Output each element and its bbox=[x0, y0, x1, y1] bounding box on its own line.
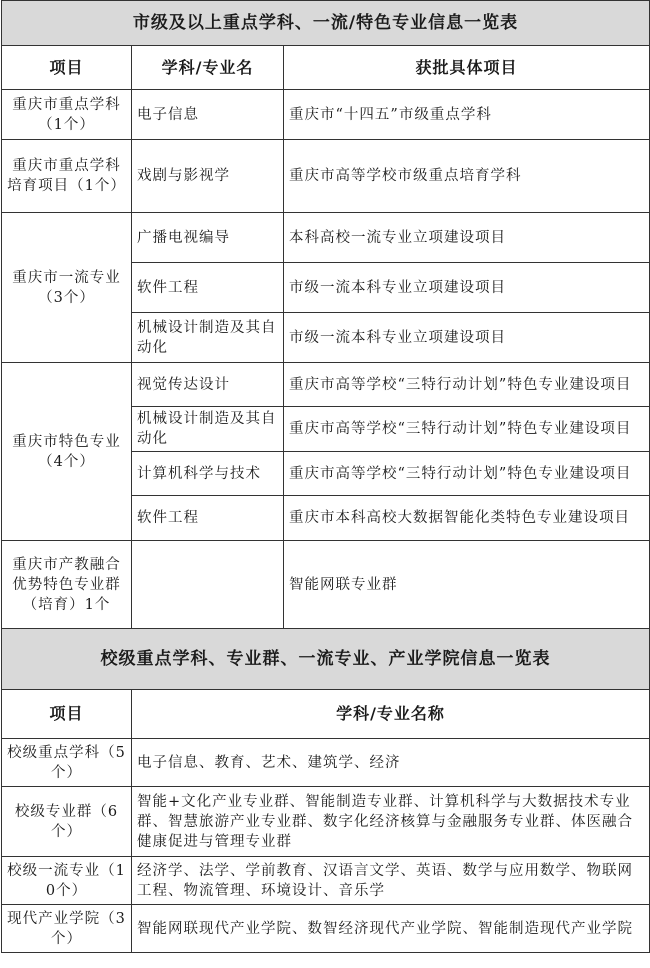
names-cell: 经济学、法学、学前教育、汉语言文学、英语、数学与应用数学、物联网工程、物流管理、环境设计、音乐学 bbox=[132, 857, 650, 905]
table-row bbox=[2, 787, 650, 857]
project-cell: 重庆市“十四五”市级重点学科 bbox=[284, 90, 650, 140]
category-cell: 校级重点学科（5个） bbox=[2, 739, 132, 787]
table1-header-category: 项目 bbox=[2, 46, 132, 90]
table1-title: 市级及以上重点学科、一流/特色专业信息一览表 bbox=[2, 1, 650, 46]
table-row bbox=[2, 857, 650, 905]
project-cell: 本科高校一流专业立项建设项目 bbox=[284, 213, 650, 263]
table-row bbox=[2, 90, 650, 140]
table2-header-category: 项目 bbox=[2, 690, 132, 739]
table1-header-row bbox=[2, 46, 650, 90]
table2-title: 校级重点学科、专业群、一流专业、产业学院信息一览表 bbox=[2, 629, 650, 690]
names-cell: 电子信息、教育、艺术、建筑学、经济 bbox=[132, 739, 650, 787]
category-cell: 重庆市重点学科（1个） bbox=[2, 90, 132, 140]
table1-header-subject: 学科/专业名 bbox=[132, 46, 284, 90]
table-row bbox=[2, 140, 650, 213]
subject-cell: 计算机科学与技术 bbox=[132, 452, 284, 496]
names-cell: 智能网联现代产业学院、数智经济现代产业学院、智能制造现代产业学院 bbox=[132, 905, 650, 953]
subject-cell: 机械设计制造及其自动化 bbox=[132, 313, 284, 363]
project-cell: 重庆市高等学校“三特行动计划”特色专业建设项目 bbox=[284, 363, 650, 407]
subject-cell: 机械设计制造及其自动化 bbox=[132, 407, 284, 452]
project-cell: 重庆市高等学校“三特行动计划”特色专业建设项目 bbox=[284, 407, 650, 452]
table2-title-row bbox=[2, 629, 650, 690]
category-cell: 重庆市一流专业（3个） bbox=[2, 213, 132, 363]
project-cell: 重庆市高等学校“三特行动计划”特色专业建设项目 bbox=[284, 452, 650, 496]
table-row bbox=[2, 739, 650, 787]
subject-cell: 戏剧与影视学 bbox=[132, 140, 284, 213]
subject-cell: 电子信息 bbox=[132, 90, 284, 140]
project-cell: 重庆市本科高校大数据智能化类特色专业建设项目 bbox=[284, 496, 650, 541]
category-cell: 重庆市重点学科培育项目（1个） bbox=[2, 140, 132, 213]
category-cell: 重庆市产教融合优势特色专业群（培育）1个 bbox=[2, 541, 132, 629]
table2-header-row bbox=[2, 690, 650, 739]
project-cell: 智能网联专业群 bbox=[284, 541, 650, 629]
subject-cell bbox=[132, 541, 284, 629]
names-cell: 智能+文化产业专业群、智能制造专业群、计算机科学与大数据技术专业群、智慧旅游产业专业群、数字化经济核算与金融服务专业群、体医融合健康促进与管理专业群 bbox=[132, 787, 650, 857]
subject-cell: 软件工程 bbox=[132, 496, 284, 541]
category-cell: 现代产业学院（3个） bbox=[2, 905, 132, 953]
table1-title-row bbox=[2, 1, 650, 46]
table1-header-project: 获批具体项目 bbox=[284, 46, 650, 90]
table-row bbox=[2, 363, 650, 407]
subject-cell: 视觉传达设计 bbox=[132, 363, 284, 407]
school-level-table bbox=[1, 628, 650, 953]
table-row bbox=[2, 905, 650, 953]
project-cell: 重庆市高等学校市级重点培育学科 bbox=[284, 140, 650, 213]
project-cell: 市级一流本科专业立项建设项目 bbox=[284, 263, 650, 313]
table2-header-names: 学科/专业名称 bbox=[132, 690, 650, 739]
category-cell: 重庆市特色专业（4个） bbox=[2, 363, 132, 541]
table-row bbox=[2, 213, 650, 263]
subject-cell: 软件工程 bbox=[132, 263, 284, 313]
subject-cell: 广播电视编导 bbox=[132, 213, 284, 263]
category-cell: 校级一流专业（10个） bbox=[2, 857, 132, 905]
project-cell: 市级一流本科专业立项建设项目 bbox=[284, 313, 650, 363]
table-row bbox=[2, 541, 650, 629]
city-level-table bbox=[1, 0, 650, 629]
category-cell: 校级专业群（6个） bbox=[2, 787, 132, 857]
